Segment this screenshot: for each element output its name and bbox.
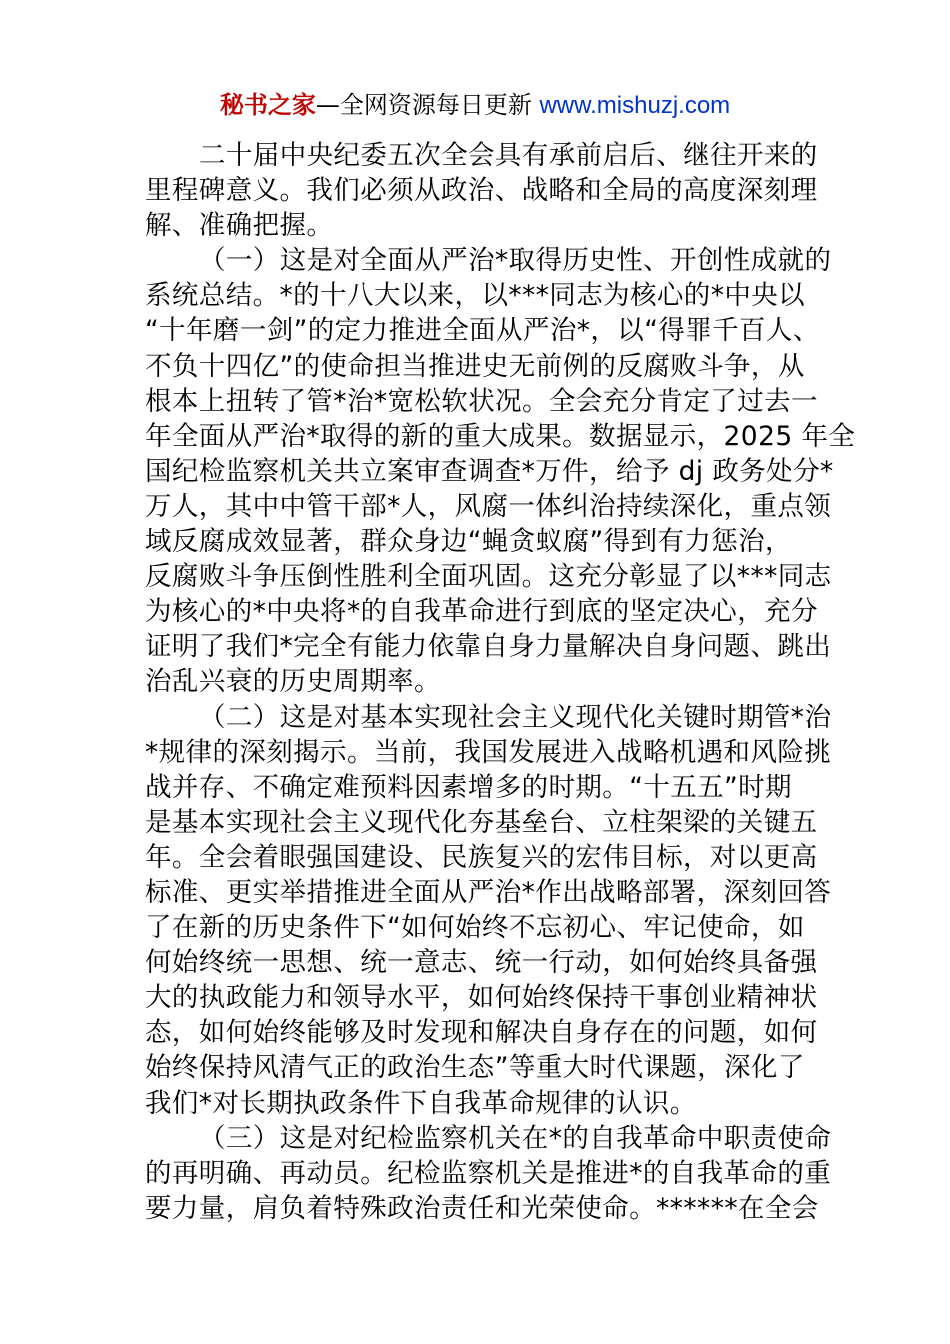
paragraph-line: 大的执政能力和领导水平，如何始终保持干事创业精神状 xyxy=(145,982,818,1014)
document-body xyxy=(145,138,856,1226)
paragraph-line: 万人，其中中管干部*人，风腐一体纠治持续深化，重点领 xyxy=(145,490,832,522)
paragraph-line: 域反腐成效显著，群众身边“蝇贪蚁腐”得到有力惩治， xyxy=(145,526,792,558)
paragraph-line: 态，如何始终能够及时发现和解决自身存在的问题，如何 xyxy=(145,1017,818,1049)
paragraph-line: 了在新的历史条件下“如何始终不忘初心、牢记使命，如 xyxy=(145,912,805,944)
header-tagline: —全网资源每日更新 xyxy=(315,91,540,119)
paragraph-line: 为核心的*中央将*的自我革命进行到底的坚定决心，充分 xyxy=(145,596,818,628)
paragraph-line: 要力量，肩负着特殊政治责任和光荣使命。******在全会 xyxy=(145,1192,819,1224)
paragraph-line: （三）这是对纪检监察机关在*的自我革命中职责使命 xyxy=(199,1122,832,1154)
paragraph-line: 根本上扭转了管*治*宽松软状况。全会充分肯定了过去一 xyxy=(145,385,818,417)
paragraph-line: （二）这是对基本实现社会主义现代化关键时期管*治 xyxy=(199,701,832,733)
paragraph-line: 是基本实现社会主义现代化夯基垒台、立柱架梁的关键五 xyxy=(145,806,818,838)
paragraph-line: 反腐败斗争压倒性胜利全面巩固。这充分彰显了以***同志 xyxy=(145,561,832,593)
paragraph-line: 年全面从严治*取得的新的重大成果。数据显示，2025 年全 xyxy=(145,420,856,452)
paragraph-line: 证明了我们*完全有能力依靠自身力量解决自身问题、跳出 xyxy=(145,631,832,663)
paragraph-line: 的再明确、再动员。纪检监察机关是推进*的自我革命的重 xyxy=(145,1157,832,1189)
brand-name: 秘书之家 xyxy=(219,91,316,119)
paragraph-line: 不负十四亿”的使命担当推进史无前例的反腐败斗争，从 xyxy=(145,350,805,382)
page-header xyxy=(0,88,950,123)
paragraph-line: 二十届中央纪委五次全会具有承前启后、继往开来的 xyxy=(199,140,818,171)
paragraph-line: 里程碑意义。我们必须从政治、战略和全局的高度深刻理 xyxy=(145,175,818,207)
paragraph-line: 战并存、不确定难预料因素增多的时期。“十五五”时期 xyxy=(145,771,792,803)
paragraph-line: 系统总结。*的十八大以来，以***同志为核心的*中央以 xyxy=(145,280,806,312)
paragraph-line: 治乱兴衰的历史周期率。 xyxy=(145,666,441,698)
website-link[interactable]: www.mishuzj.com xyxy=(539,92,731,119)
paragraph-line: （一）这是对全面从严治*取得历史性、开创性成就的 xyxy=(199,245,832,277)
paragraph-line: 何始终统一思想、统一意志、统一行动，如何始终具备强 xyxy=(145,947,818,979)
paragraph-line: 始终保持风清气正的政治生态”等重大时代课题，深化了 xyxy=(145,1052,805,1084)
paragraph-line: 标准、更实举措推进全面从严治*作出战略部署，深刻回答 xyxy=(145,876,832,908)
paragraph-line: *规律的深刻揭示。当前，我国发展进入战略机遇和风险挑 xyxy=(145,736,832,768)
paragraph-line: 年。全会着眼强国建设、民族复兴的宏伟目标，对以更高 xyxy=(145,841,818,873)
paragraph-line: 国纪检监察机关共立案审查调查*万件，给予 dj 政务处分* xyxy=(145,455,834,487)
paragraph-line: 我们*对长期执政条件下自我革命规律的认识。 xyxy=(145,1087,697,1119)
paragraph-line: “十年磨一剑”的定力推进全面从严治*，以“得罪千百人、 xyxy=(145,315,820,347)
paragraph-line: 解、准确把握。 xyxy=(145,210,334,242)
